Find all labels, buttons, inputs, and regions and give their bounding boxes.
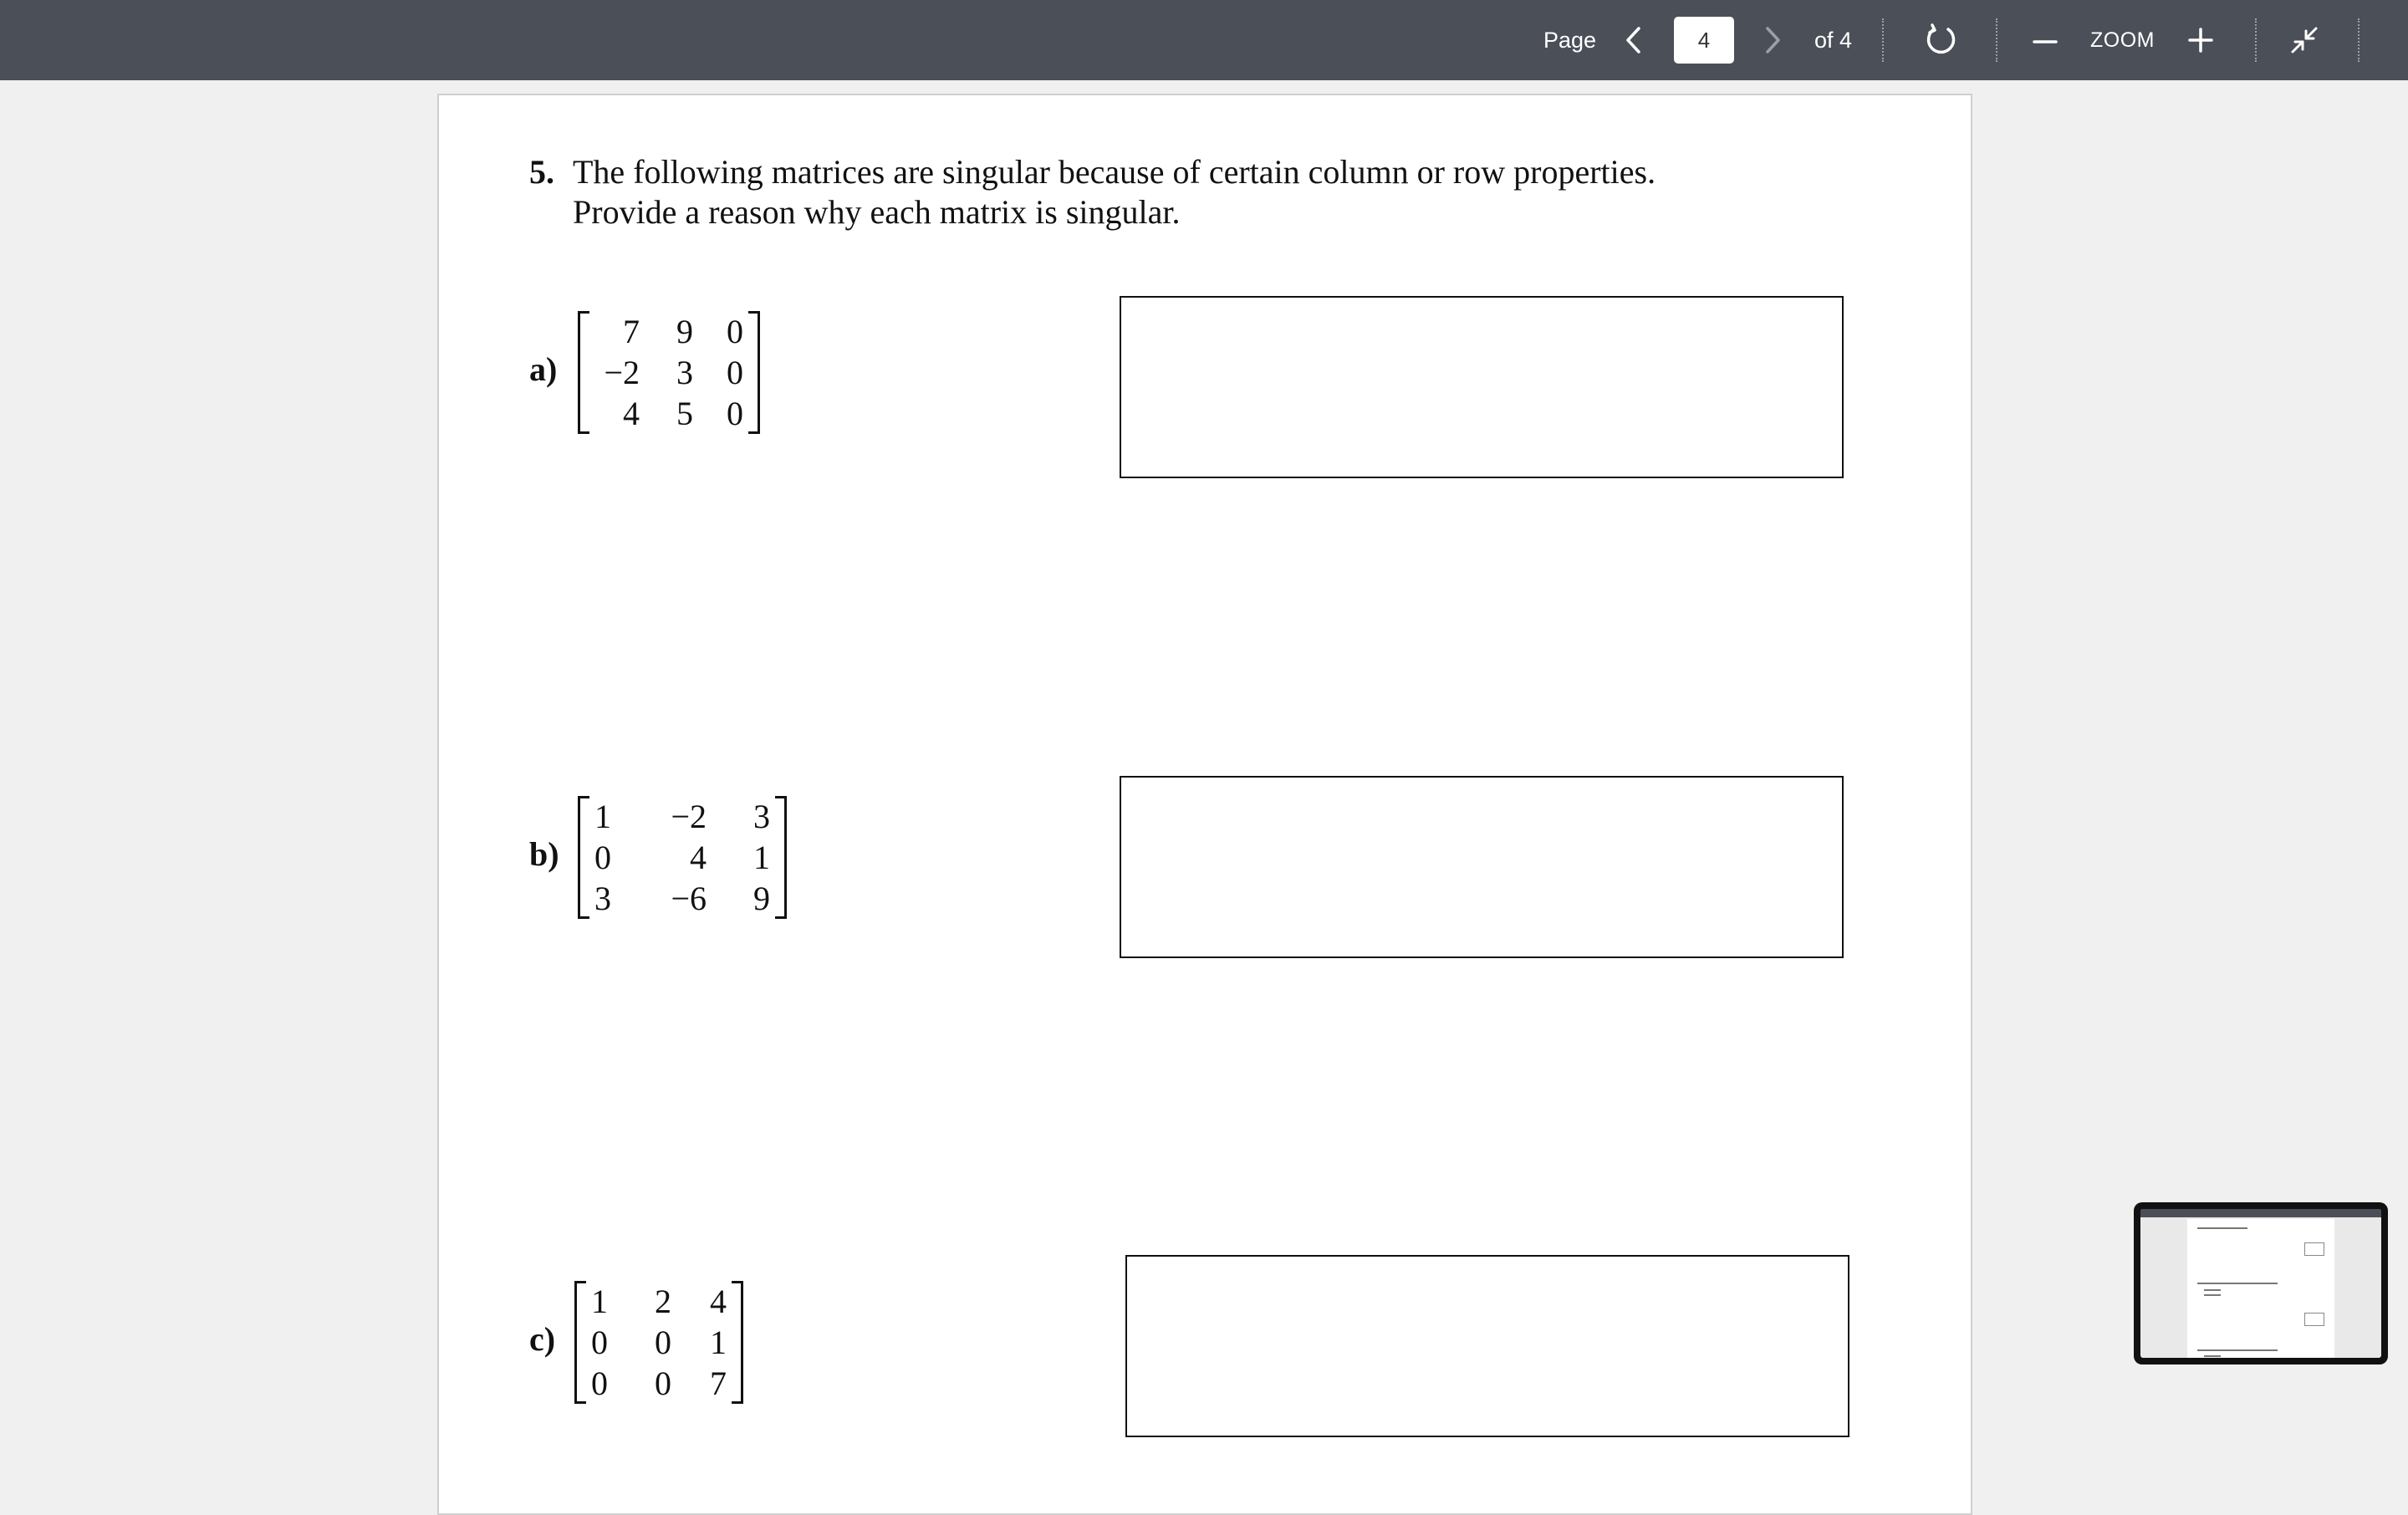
matrix-a-cell: 3	[676, 354, 693, 391]
toolbar-divider	[1996, 18, 1997, 62]
thumbnail-text-line	[2197, 1349, 2278, 1351]
matrix-a-cell: 5	[676, 395, 693, 432]
thumbnail-viewport	[2140, 1209, 2381, 1358]
answer-box-c[interactable]	[1125, 1255, 1849, 1437]
minus-icon	[2033, 28, 2058, 53]
page-count-label: of 4	[1814, 28, 1853, 53]
answer-box-a[interactable]	[1120, 296, 1844, 478]
thumbnail-text-line	[2197, 1227, 2247, 1229]
toolbar-divider	[2358, 18, 2360, 62]
thumbnail-toolbar	[2140, 1209, 2381, 1217]
matrix-b-cell: −6	[671, 880, 707, 917]
matrix-c-cell: 0	[591, 1324, 608, 1361]
matrix-c	[574, 1281, 743, 1404]
matrix-a-cell: −2	[604, 354, 640, 391]
thumbnail-text-line	[2204, 1289, 2221, 1291]
thumbnail-answer-box	[2304, 1313, 2324, 1326]
matrix-a	[578, 311, 760, 434]
document-page	[437, 94, 1972, 1515]
part-b-label: b)	[529, 835, 559, 873]
matrix-c-cell: 1	[591, 1283, 608, 1320]
matrix-b-cell: 1	[594, 798, 611, 835]
matrix-left-bracket	[578, 796, 589, 919]
matrix-c-cell: 2	[655, 1283, 671, 1320]
matrix-c-cell: 0	[655, 1324, 671, 1361]
collapse-view-button[interactable]	[2279, 15, 2329, 65]
matrix-b-cell: 9	[753, 880, 770, 917]
matrix-a-cell: 0	[727, 395, 743, 432]
matrix-b	[578, 796, 787, 919]
page-label: Page	[1543, 28, 1597, 53]
rotate-button[interactable]	[1916, 15, 1967, 65]
zoom-in-button[interactable]	[2176, 15, 2226, 65]
viewer-toolbar	[0, 0, 2408, 80]
collapse-icon	[2288, 23, 2321, 57]
matrix-left-bracket	[578, 311, 589, 434]
matrix-b-cell: 3	[594, 880, 611, 917]
question-number: 5.	[529, 153, 554, 191]
matrix-a-cell: 0	[727, 313, 743, 350]
plus-icon	[2187, 27, 2214, 54]
zoom-out-button[interactable]	[2020, 15, 2070, 65]
part-c-label: c)	[529, 1320, 556, 1358]
matrix-c-cell: 0	[655, 1365, 671, 1402]
matrix-c-cell: 1	[710, 1324, 727, 1361]
matrix-a-cell: 0	[727, 354, 743, 391]
question-text-line-1: The following matrices are singular because of certain column or row properties.	[573, 153, 1656, 191]
next-page-button[interactable]	[1747, 15, 1798, 65]
matrix-a-cell: 9	[676, 313, 693, 350]
previous-page-button[interactable]	[1609, 15, 1659, 65]
toolbar-divider	[1882, 18, 1884, 62]
matrix-a-cell: 4	[623, 395, 640, 432]
page-number-input[interactable]	[1674, 17, 1734, 64]
matrix-a-cell: 7	[623, 313, 640, 350]
matrix-b-cell: 3	[753, 798, 770, 835]
matrix-b-cell: −2	[671, 798, 707, 835]
part-a-label: a)	[529, 350, 558, 388]
zoom-label: ZOOM	[2090, 28, 2155, 52]
answer-box-b[interactable]	[1120, 776, 1844, 958]
page-thumbnail-preview[interactable]	[2134, 1202, 2388, 1365]
matrix-b-cell: 1	[753, 839, 770, 876]
thumbnail-answer-box	[2304, 1242, 2324, 1256]
chevron-left-icon	[1625, 26, 1643, 54]
thumbnail-text-line	[2204, 1294, 2221, 1296]
matrix-left-bracket	[574, 1281, 586, 1404]
matrix-b-cell: 4	[690, 839, 707, 876]
thumbnail-text-line	[2204, 1355, 2221, 1357]
matrix-c-cell: 7	[710, 1365, 727, 1402]
thumbnail-text-line	[2197, 1283, 2278, 1284]
toolbar-divider	[2255, 18, 2257, 62]
matrix-right-bracket	[748, 311, 760, 434]
chevron-right-icon	[1763, 26, 1782, 54]
thumbnail-page	[2187, 1219, 2334, 1358]
question-text-line-2: Provide a reason why each matrix is singular.	[573, 193, 1181, 231]
matrix-right-bracket	[775, 796, 787, 919]
matrix-b-cell: 0	[594, 839, 611, 876]
rotate-icon	[1924, 23, 1959, 58]
matrix-right-bracket	[732, 1281, 743, 1404]
matrix-c-cell: 4	[710, 1283, 727, 1320]
matrix-c-cell: 0	[591, 1365, 608, 1402]
